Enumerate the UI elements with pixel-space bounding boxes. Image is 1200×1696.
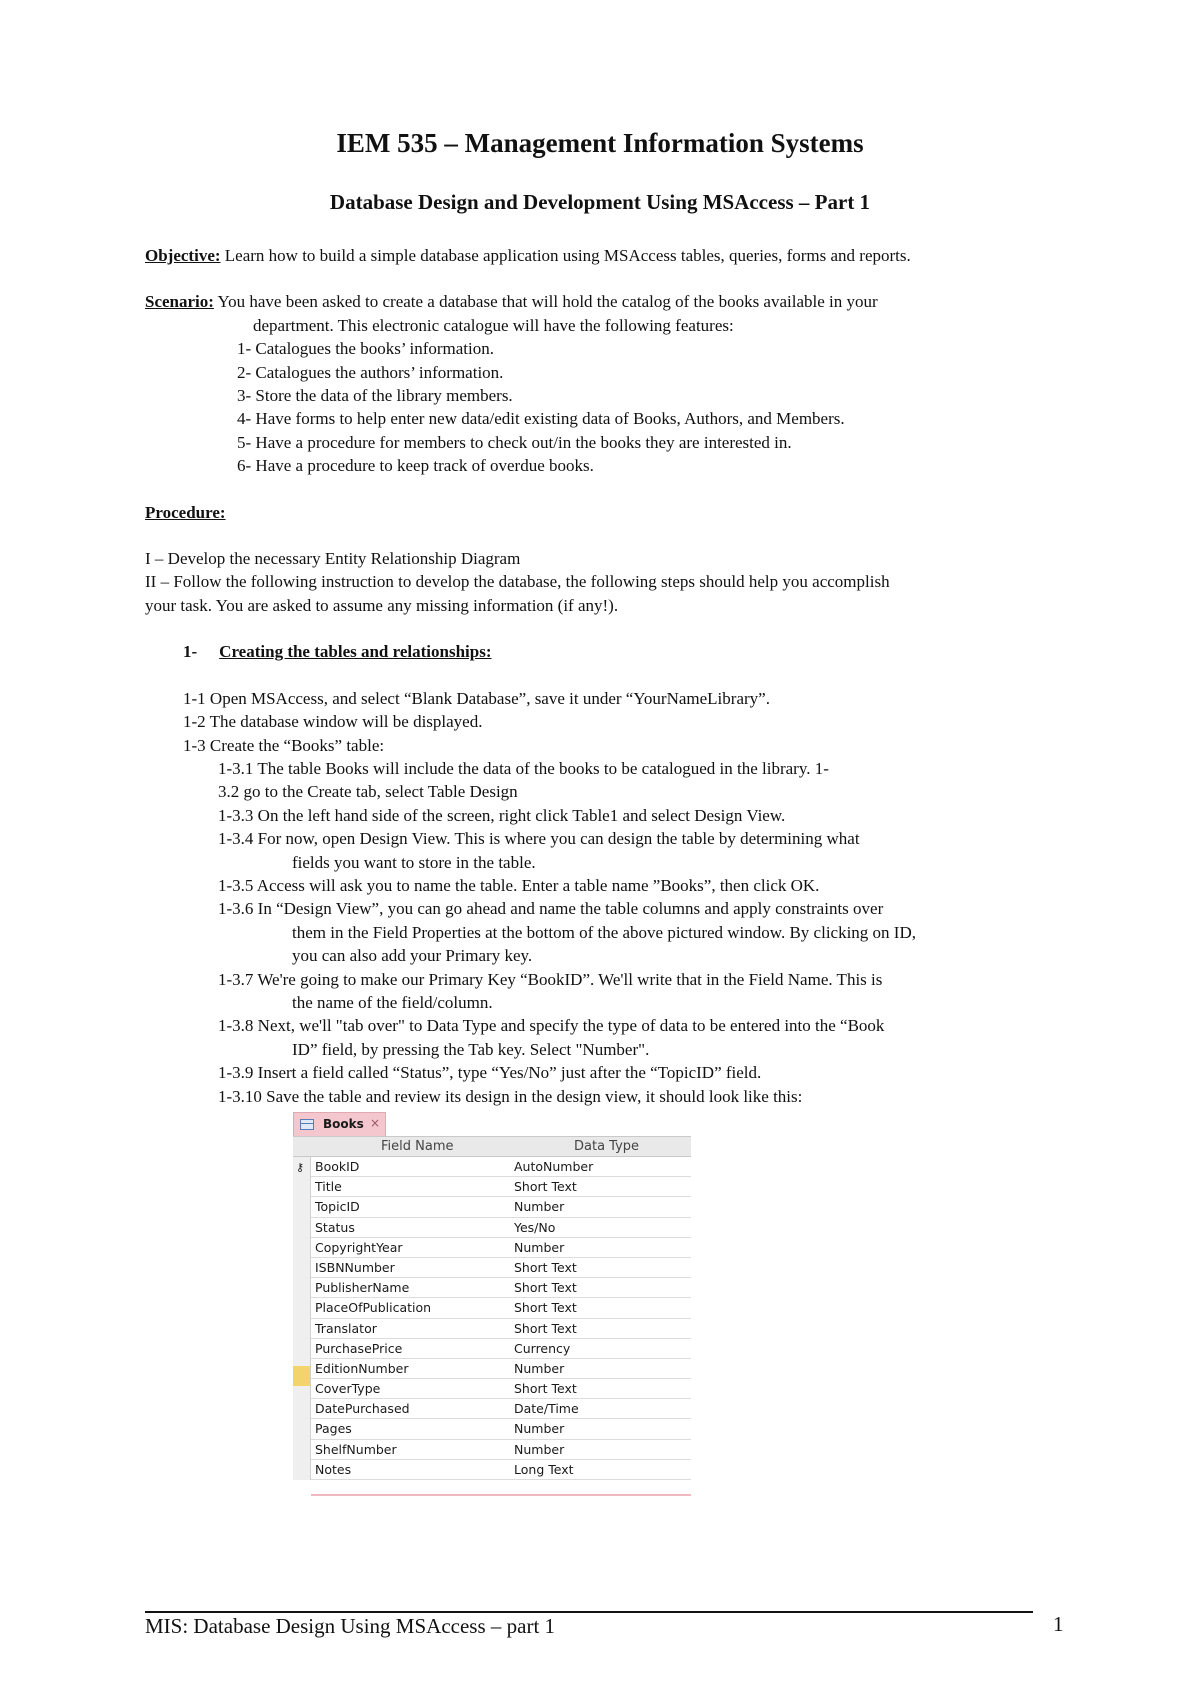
data-type-cell[interactable]: Long Text [514,1461,574,1477]
data-type-cell[interactable]: AutoNumber [514,1159,594,1174]
list-item: 5- Have a procedure for members to check out/in the books they are interested in. [237,432,792,452]
document-subtitle: Database Design and Development Using MSAccess – Part 1 [329,190,871,214]
field-name-cell[interactable]: ShelfNumber [315,1441,397,1457]
list-item: 2- Catalogues the authors’ information. [237,362,504,382]
field-name-cell[interactable]: ISBNNumber [315,1259,395,1275]
field-name-cell[interactable]: BookID [315,1159,360,1174]
substep-cont: ID” field, by pressing the Tab key. Select "Number". [292,1039,650,1059]
field-name-cell[interactable]: EditionNumber [315,1360,409,1376]
data-type-cell[interactable]: Short Text [514,1320,577,1336]
substep: 1-3.10 Save the table and review its design in the design view, it should look like this: [218,1086,803,1106]
table-row[interactable] [311,1157,691,1177]
document-title: IEM 535 – Management Information Systems [336,128,864,158]
page-number: 1 [1053,1612,1064,1636]
field-name-cell[interactable]: Pages [315,1421,352,1437]
step-line: 1-3 Create the “Books” table: [183,735,385,755]
row-highlight [293,1366,310,1386]
data-type-cell[interactable]: Currency [514,1340,571,1356]
table-row[interactable] [311,1460,691,1480]
substep: 1-3.5 Access will ask you to name the table. Enter a table name ”Books”, then click OK. [218,875,820,895]
data-type-cell[interactable]: Short Text [514,1381,577,1397]
field-name-cell[interactable]: CopyrightYear [315,1239,403,1255]
field-name-cell[interactable]: Translator [315,1320,377,1336]
substep: 1-3.4 For now, open Design View. This is where you can design the table by determining what [218,829,860,849]
table-row[interactable] [311,1238,691,1258]
field-name-cell[interactable]: Status [315,1219,355,1235]
access-table-design-screenshot [293,1112,691,1498]
field-name-cell[interactable]: PurchasePrice [315,1340,403,1356]
objective-text: Learn how to build a simple database application using MSAccess tables, queries, forms and reports. [220,246,911,265]
substep: 1-3.8 Next, we'll "tab over" to Data Type and specify the type of data to be entered into the “Book [218,1016,885,1036]
substep: 3.2 go to the Create tab, select Table Design [218,782,518,802]
field-name-cell[interactable]: PublisherName [315,1280,410,1296]
table-row[interactable] [311,1177,691,1197]
field-name-cell[interactable]: Notes [315,1461,352,1477]
footer-text: MIS: Database Design Using MSAccess – part 1 [145,1614,556,1638]
scenario-line-2: department. This electronic catalogue will have the following features: [253,315,734,335]
data-type-cell[interactable]: Number [514,1239,565,1255]
objective-label: Objective: [145,246,221,265]
procedure-step-2-cont: your task. You are asked to assume any missing information (if any!). [145,595,619,615]
section-number: 1- [183,642,198,662]
substep: 1-3.3 On the left hand side of the screen, right click Table1 and select Design View. [218,805,786,825]
field-name-header: Field Name [381,1139,454,1154]
table-bottom [311,1480,691,1496]
books-tab[interactable] [293,1112,386,1136]
data-type-cell[interactable]: Number [514,1441,565,1457]
table-icon [300,1119,314,1130]
scenario-label: Scenario: [145,292,214,312]
list-item: 6- Have a procedure to keep track of overdue books. [237,456,594,476]
substep-cont: fields you want to store in the table. [292,852,536,872]
data-type-cell[interactable]: Short Text [514,1259,577,1275]
data-type-cell[interactable]: Short Text [514,1179,577,1195]
table-row[interactable] [311,1379,691,1399]
table-row[interactable] [311,1440,691,1460]
field-name-cell[interactable]: DatePurchased [315,1401,410,1417]
document-body [145,244,1075,1108]
primary-key-icon: ⚷ [296,1161,305,1174]
procedure-label: Procedure: [145,502,226,522]
table-row[interactable] [311,1339,691,1359]
field-rows [311,1157,691,1480]
list-item: 3- Store the data of the library members. [237,386,513,406]
substep-cont: you can also add your Primary key. [292,946,533,966]
substep: 1-3.6 In “Design View”, you can go ahead and name the table columns and apply constraints over [218,899,884,919]
footer-divider [145,1611,1033,1613]
data-type-cell[interactable]: Number [514,1360,565,1376]
row-selector-column [293,1157,311,1480]
data-type-cell[interactable]: Number [514,1199,565,1215]
list-item: 1- Catalogues the books’ information. [237,339,494,359]
procedure-step-1: I – Develop the necessary Entity Relationship Diagram [145,549,521,569]
table-row[interactable] [311,1258,691,1278]
table-row[interactable] [311,1399,691,1419]
substep-cont: them in the Field Properties at the bottom of the above pictured window. By clicking on ID, [292,922,916,942]
table-row[interactable] [311,1278,691,1298]
data-type-cell[interactable]: Short Text [514,1280,577,1296]
procedure-step-2: II – Follow the following instruction to develop the database, the following steps should help you accomplish [145,572,890,592]
substep: 1-3.7 We're going to make our Primary Key “BookID”. We'll write that in the Field Name. This is [218,969,883,989]
objective-paragraph [145,244,1075,267]
substep-cont: the name of the field/column. [292,992,493,1012]
field-name-cell[interactable]: TopicID [315,1199,360,1215]
scenario-list [145,337,1075,477]
substep: 1-3.9 Insert a field called “Status”, type “Yes/No” just after the “TopicID” field. [218,1063,762,1083]
list-item: 4- Have forms to help enter new data/edit existing data of Books, Authors, and Members. [237,409,845,429]
data-type-cell[interactable]: Number [514,1421,565,1437]
section-heading [145,640,1075,663]
step-line: 1-1 Open MSAccess, and select “Blank Database”, save it under “YourNameLibrary”. [183,688,770,708]
step-line: 1-2 The database window will be displayed. [183,712,483,732]
data-type-cell[interactable]: Yes/No [514,1219,556,1235]
section-title: Creating the tables and relationships: [219,642,492,662]
table-row[interactable] [311,1419,691,1439]
data-type-cell[interactable]: Date/Time [514,1401,579,1417]
table-row[interactable] [311,1298,691,1318]
table-row[interactable] [311,1319,691,1339]
table-row[interactable] [311,1197,691,1217]
close-icon[interactable]: × [370,1116,381,1130]
field-name-cell[interactable]: CoverType [315,1381,381,1397]
substep: 1-3.1 The table Books will include the data of the books to be catalogued in the library. 1- [218,758,829,778]
field-name-cell[interactable]: Title [315,1179,342,1195]
tab-label: Books [323,1117,364,1131]
column-header-row [293,1136,691,1157]
data-type-header: Data Type [574,1139,640,1154]
table-row[interactable] [311,1218,691,1238]
table-row[interactable] [311,1359,691,1379]
scenario-paragraph [145,290,1075,313]
data-type-cell[interactable]: Short Text [514,1300,577,1316]
scenario-line: You have been asked to create a database that will hold the catalog of the books available in your [213,292,878,312]
field-name-cell[interactable]: PlaceOfPublication [315,1300,432,1316]
